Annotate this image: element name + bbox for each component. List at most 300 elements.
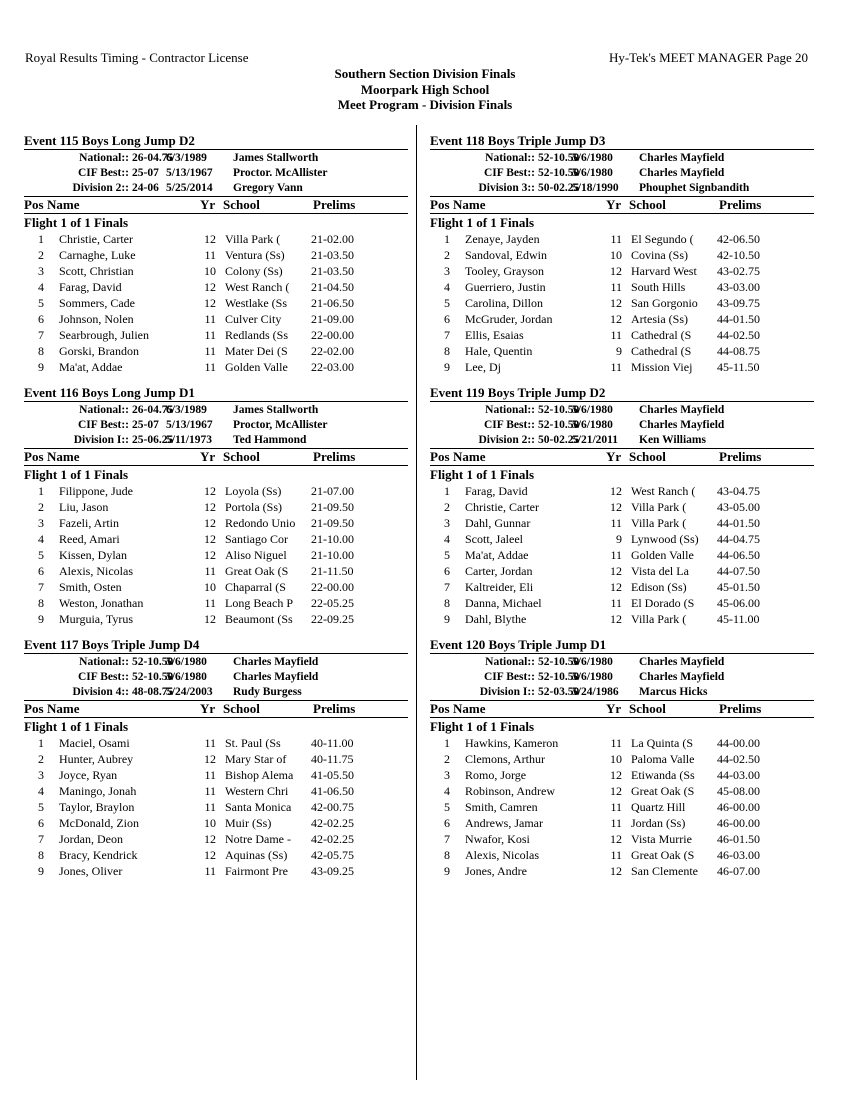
entry-yr: 11: [204, 312, 216, 326]
entry-name: Kissen, Dylan: [59, 548, 127, 562]
entry-pos: 8: [444, 848, 450, 862]
record-date: 5/13/1967: [166, 167, 213, 179]
entry-name: Clemons, Arthur: [465, 752, 545, 766]
header-pos: Pos: [24, 449, 44, 464]
entry-school: Western Chri: [225, 784, 289, 798]
entry-mark: 42-10.50: [717, 248, 760, 262]
entry-row: [24, 311, 408, 327]
event-block: [430, 384, 814, 636]
record-date: 5/6/1980: [572, 656, 613, 668]
entry-yr: 12: [610, 500, 622, 514]
record-row: [430, 670, 814, 685]
entry-yr: 11: [204, 864, 216, 878]
entry-mark: 43-09.75: [717, 296, 760, 310]
entry-mark: 21-06.50: [311, 296, 354, 310]
entry-row: [430, 799, 814, 815]
entry-pos: 3: [38, 516, 44, 530]
entry-row: [24, 847, 408, 863]
record-mark: 52-10.50: [132, 671, 174, 683]
header-bottom-rule: [430, 717, 814, 718]
entry-yr: 11: [610, 848, 622, 862]
entry-school: Aquinas (Ss): [225, 848, 288, 862]
entry-school: Colony (Ss): [225, 264, 283, 278]
entry-row: [24, 579, 408, 595]
entry-school: Jordan (Ss): [631, 816, 686, 830]
record-mark: 52-03.50: [538, 686, 580, 698]
entry-school: Etiwanda (Ss: [631, 768, 695, 782]
record-mark: 52-10.50: [538, 671, 580, 683]
header-prelims: Prelims: [719, 701, 762, 716]
header-name: Name: [47, 701, 80, 716]
entry-mark: 43-03.00: [717, 280, 760, 294]
entry-name: Johnson, Nolen: [59, 312, 134, 326]
entry-name: Liu, Jason: [59, 500, 109, 514]
entry-name: Romo, Jorge: [465, 768, 527, 782]
table-header: [24, 449, 408, 465]
entry-school: Chaparral (S: [225, 580, 286, 594]
record-label: CIF Best::: [484, 419, 535, 431]
entry-yr: 10: [204, 816, 216, 830]
event-title: Event 120 Boys Triple Jump D1: [430, 637, 607, 652]
entry-row: [430, 751, 814, 767]
entry-name: Fazeli, Artin: [59, 516, 119, 530]
record-label: National::: [79, 152, 129, 164]
event-title: Event 117 Boys Triple Jump D4: [24, 637, 200, 652]
entry-name: Searbrough, Julien: [59, 328, 149, 342]
entry-row: [24, 815, 408, 831]
entry-name: Farag, David: [59, 280, 122, 294]
entry-yr: 12: [204, 280, 216, 294]
entry-pos: 5: [444, 296, 450, 310]
entry-row: [430, 847, 814, 863]
entry-row: [430, 531, 814, 547]
entry-name: Lee, Dj: [465, 360, 501, 374]
entry-pos: 3: [38, 768, 44, 782]
record-row: [430, 403, 814, 418]
entry-yr: 12: [610, 784, 622, 798]
record-holder: Rudy Burgess: [233, 686, 302, 698]
flight-label: Flight 1 of 1 Finals: [430, 719, 535, 734]
header-yr: Yr: [200, 449, 216, 464]
record-mark: 25-07: [132, 419, 159, 431]
entry-mark: 44-01.50: [717, 516, 760, 530]
entry-pos: 4: [38, 784, 44, 798]
header-pos: Pos: [430, 701, 450, 716]
entry-yr: 11: [204, 328, 216, 342]
entry-school: Culver City: [225, 312, 282, 326]
entry-row: [430, 515, 814, 531]
table-header: [430, 701, 814, 717]
header-prelims: Prelims: [719, 449, 762, 464]
entry-school: Edison (Ss): [631, 580, 687, 594]
entry-mark: 45-01.50: [717, 580, 760, 594]
flight-label: Flight 1 of 1 Finals: [24, 719, 129, 734]
entry-school: Ventura (Ss): [225, 248, 285, 262]
record-holder: Ken Williams: [639, 434, 706, 446]
record-row: [24, 685, 408, 700]
entry-school: Villa Park (: [631, 612, 687, 626]
entry-row: [430, 767, 814, 783]
entry-row: [430, 863, 814, 879]
record-date: 5/21/2011: [572, 434, 619, 446]
record-holder: Charles Mayfield: [233, 656, 319, 668]
record-row: [24, 151, 408, 166]
entry-school: Loyola (Ss): [225, 484, 282, 498]
header-pos: Pos: [24, 701, 44, 716]
entry-mark: 21-11.50: [311, 564, 354, 578]
entry-name: Sandoval, Edwin: [465, 248, 547, 262]
entry-name: Maciel, Osami: [59, 736, 130, 750]
entry-pos: 2: [38, 500, 44, 514]
entry-row: [24, 831, 408, 847]
header-yr: Yr: [606, 701, 622, 716]
record-mark: 50-02.25: [538, 182, 580, 194]
record-label: National::: [485, 656, 535, 668]
entry-yr: 12: [610, 580, 622, 594]
entry-school: St. Paul (Ss: [225, 736, 281, 750]
entry-pos: 5: [444, 800, 450, 814]
record-holder: James Stallworth: [233, 404, 319, 416]
record-date: 5/13/1967: [166, 419, 213, 431]
entry-mark: 43-02.75: [717, 264, 760, 278]
entry-name: Christie, Carter: [59, 232, 133, 246]
entry-pos: 7: [38, 580, 44, 594]
entry-pos: 4: [38, 280, 44, 294]
entry-name: Robinson, Andrew: [465, 784, 555, 798]
entry-name: Jones, Oliver: [59, 864, 123, 878]
record-label: Division 4::: [72, 686, 129, 698]
record-label: CIF Best::: [484, 671, 535, 683]
meet-title-line: Meet Program - Division Finals: [337, 97, 513, 112]
entry-mark: 44-08.75: [717, 344, 760, 358]
record-row: [430, 151, 814, 166]
left-column: [24, 132, 408, 888]
entry-mark: 44-03.00: [717, 768, 760, 782]
header-bottom-rule: [24, 213, 408, 214]
event-title: Event 115 Boys Long Jump D2: [24, 133, 195, 148]
entry-mark: 44-04.75: [717, 532, 760, 546]
entry-school: Mission Viej: [631, 360, 693, 374]
entry-yr: 12: [204, 532, 216, 546]
header-bottom-rule: [24, 465, 408, 466]
entry-mark: 21-10.00: [311, 548, 354, 562]
entry-pos: 7: [444, 580, 450, 594]
record-mark: 52-10.50: [538, 167, 580, 179]
event-title-rule: [24, 401, 408, 402]
record-mark: 52-10.50: [538, 404, 580, 416]
record-label: CIF Best::: [78, 167, 129, 179]
entry-mark: 43-04.75: [717, 484, 760, 498]
entry-school: Muir (Ss): [225, 816, 272, 830]
entry-yr: 12: [610, 768, 622, 782]
event-block: [430, 132, 814, 384]
entry-yr: 10: [204, 264, 216, 278]
entry-pos: 3: [444, 264, 450, 278]
entry-name: Dahl, Blythe: [465, 612, 527, 626]
entry-school: Great Oak (S: [225, 564, 289, 578]
entry-pos: 1: [444, 232, 450, 246]
entry-name: Filippone, Jude: [59, 484, 133, 498]
entry-mark: 44-02.50: [717, 328, 760, 342]
record-date: 5/24/1986: [572, 686, 619, 698]
records-block: [430, 403, 814, 448]
header-pos: Pos: [430, 197, 450, 212]
entry-mark: 22-09.25: [311, 612, 354, 626]
entry-row: [430, 311, 814, 327]
entry-yr: 12: [610, 484, 622, 498]
record-row: [430, 418, 814, 433]
entry-school: Great Oak (S: [631, 784, 695, 798]
entry-name: Ellis, Esaias: [465, 328, 524, 342]
entry-school: Aliso Niguel: [225, 548, 287, 562]
entry-pos: 3: [444, 768, 450, 782]
entry-school: Villa Park (: [225, 232, 281, 246]
entry-mark: 46-07.00: [717, 864, 760, 878]
entry-name: Carnaghe, Luke: [59, 248, 136, 262]
entry-row: [430, 579, 814, 595]
entry-school: Villa Park (: [631, 516, 687, 530]
entry-pos: 7: [444, 328, 450, 342]
entry-school: Santiago Cor: [225, 532, 288, 546]
record-label: CIF Best::: [484, 167, 535, 179]
records-block: [24, 403, 408, 448]
entry-mark: 22-02.00: [311, 344, 354, 358]
entry-row: [24, 611, 408, 627]
entry-name: Maningo, Jonah: [59, 784, 137, 798]
entry-row: [24, 595, 408, 611]
entry-yr: 12: [610, 864, 622, 878]
entry-school: El Dorado (S: [631, 596, 695, 610]
table-header: [24, 701, 408, 717]
entry-row: [24, 783, 408, 799]
entry-school: Redondo Unio: [225, 516, 296, 530]
record-mark: 25-07: [132, 167, 159, 179]
table-header: [430, 197, 814, 213]
entry-row: [24, 547, 408, 563]
record-mark: 52-10.50: [538, 152, 580, 164]
entry-pos: 1: [38, 736, 44, 750]
entry-name: Christie, Carter: [465, 500, 539, 514]
entry-mark: 42-05.75: [311, 848, 354, 862]
entry-name: Zenaye, Jayden: [465, 232, 540, 246]
entry-mark: 44-01.50: [717, 312, 760, 326]
flight-label: Flight 1 of 1 Finals: [430, 467, 535, 482]
header-yr: Yr: [606, 449, 622, 464]
header-school: School: [629, 701, 666, 716]
entry-yr: 12: [204, 848, 216, 862]
entry-school: Paloma Valle: [631, 752, 695, 766]
entry-mark: 22-00.00: [311, 580, 354, 594]
header-yr: Yr: [200, 197, 216, 212]
entry-mark: 44-00.00: [717, 736, 760, 750]
entry-yr: 11: [204, 768, 216, 782]
entry-yr: 12: [610, 612, 622, 626]
entry-yr: 12: [204, 832, 216, 846]
event-title: Event 119 Boys Triple Jump D2: [430, 385, 606, 400]
entry-name: Gorski, Brandon: [59, 344, 139, 358]
record-row: [24, 418, 408, 433]
header-school: School: [629, 197, 666, 212]
record-mark: 48-08.75: [132, 686, 174, 698]
entry-school: El Segundo (: [631, 232, 694, 246]
entry-name: Carter, Jordan: [465, 564, 533, 578]
entry-school: Redlands (Ss: [225, 328, 288, 342]
entry-yr: 11: [610, 232, 622, 246]
entry-name: McGruder, Jordan: [465, 312, 553, 326]
entry-row: [430, 783, 814, 799]
entry-pos: 6: [38, 564, 44, 578]
entry-name: Hawkins, Kameron: [465, 736, 559, 750]
record-label: Division 2::: [72, 182, 129, 194]
event-title-rule: [430, 653, 814, 654]
entry-school: Long Beach P: [225, 596, 293, 610]
entry-school: South Hills: [631, 280, 686, 294]
entry-yr: 11: [610, 360, 622, 374]
entry-row: [24, 295, 408, 311]
entry-school: Vista Murrie: [631, 832, 692, 846]
record-holder: Marcus Hicks: [639, 686, 708, 698]
entry-row: [430, 563, 814, 579]
header-school: School: [223, 701, 260, 716]
header-prelims: Prelims: [313, 197, 356, 212]
entry-yr: 11: [610, 800, 622, 814]
entry-row: [24, 327, 408, 343]
column-divider: [416, 125, 417, 1080]
entry-school: Portola (Ss): [225, 500, 282, 514]
record-date: 5/25/2014: [166, 182, 213, 194]
entry-yr: 12: [610, 564, 622, 578]
entry-name: Kaltreider, Eli: [465, 580, 534, 594]
entry-school: Cathedral (S: [631, 344, 692, 358]
entry-yr: 12: [204, 516, 216, 530]
entry-pos: 7: [38, 832, 44, 846]
entry-yr: 11: [204, 736, 216, 750]
entry-pos: 2: [38, 248, 44, 262]
entry-mark: 41-06.50: [311, 784, 354, 798]
entry-pos: 8: [444, 596, 450, 610]
entry-mark: 46-03.00: [717, 848, 760, 862]
record-mark: 52-10.50: [132, 656, 174, 668]
entry-pos: 1: [444, 736, 450, 750]
record-holder: Charles Mayfield: [639, 404, 725, 416]
record-date: 5/6/1980: [572, 167, 613, 179]
entry-yr: 10: [610, 248, 622, 262]
record-mark: 26-04.75: [132, 404, 174, 416]
entry-mark: 44-07.50: [717, 564, 760, 578]
record-holder: Charles Mayfield: [639, 419, 725, 431]
entry-yr: 11: [610, 516, 622, 530]
records-block: [24, 655, 408, 700]
entry-school: Villa Park (: [631, 500, 687, 514]
entry-pos: 2: [444, 248, 450, 262]
entry-name: Hunter, Aubrey: [59, 752, 134, 766]
entry-row: [24, 799, 408, 815]
record-label: National::: [79, 656, 129, 668]
record-date: 6/3/1989: [166, 404, 207, 416]
entry-name: Alexis, Nicolas: [59, 564, 133, 578]
entry-pos: 8: [38, 344, 44, 358]
entry-yr: 12: [610, 264, 622, 278]
record-mark: 26-04.75: [132, 152, 174, 164]
entry-row: [430, 483, 814, 499]
flight-label: Flight 1 of 1 Finals: [24, 215, 129, 230]
entry-pos: 9: [444, 612, 450, 626]
entry-pos: 5: [38, 548, 44, 562]
entry-pos: 4: [444, 784, 450, 798]
entry-row: [430, 343, 814, 359]
entry-row: [24, 499, 408, 515]
header-school: School: [629, 449, 666, 464]
entry-pos: 8: [38, 848, 44, 862]
entry-yr: 12: [204, 484, 216, 498]
record-label: Division 3::: [478, 182, 535, 194]
entry-name: Andrews, Jamar: [465, 816, 543, 830]
entry-mark: 46-01.50: [717, 832, 760, 846]
license-text: Royal Results Timing - Contractor License: [25, 50, 249, 65]
entry-mark: 21-10.00: [311, 532, 354, 546]
entry-name: Nwafor, Kosi: [465, 832, 530, 846]
entry-mark: 46-00.00: [717, 800, 760, 814]
entry-mark: 21-09.50: [311, 500, 354, 514]
table-header: [430, 449, 814, 465]
entry-row: [24, 515, 408, 531]
record-label: Division I::: [479, 686, 535, 698]
record-row: [430, 181, 814, 196]
entry-school: Artesia (Ss): [631, 312, 688, 326]
entry-row: [430, 295, 814, 311]
entry-pos: 6: [444, 564, 450, 578]
record-row: [24, 181, 408, 196]
entry-yr: 10: [204, 580, 216, 594]
entry-mark: 45-11.50: [717, 360, 760, 374]
entry-yr: 11: [204, 248, 216, 262]
entry-school: San Clemente: [631, 864, 698, 878]
record-row: [24, 403, 408, 418]
meet-title-line: Moorpark High School: [360, 81, 490, 97]
record-date: 5/18/1990: [572, 182, 619, 194]
record-mark: 52-10.50: [538, 419, 580, 431]
event-block: [24, 636, 408, 888]
records-block: [430, 655, 814, 700]
entry-mark: 42-02.25: [311, 832, 354, 846]
record-label: National::: [79, 404, 129, 416]
entry-name: Alexis, Nicolas: [465, 848, 539, 862]
entry-yr: 9: [616, 344, 622, 358]
entry-yr: 11: [610, 548, 622, 562]
flight-label: Flight 1 of 1 Finals: [430, 215, 535, 230]
record-date: 5/6/1980: [572, 671, 613, 683]
entry-row: [24, 247, 408, 263]
entry-pos: 6: [38, 816, 44, 830]
record-label: Division 2::: [478, 434, 535, 446]
entry-mark: 42-00.75: [311, 800, 354, 814]
entry-mark: 40-11.00: [311, 736, 354, 750]
header-name: Name: [47, 197, 80, 212]
entry-mark: 21-03.50: [311, 264, 354, 278]
event-block: [24, 384, 408, 636]
entry-pos: 1: [38, 232, 44, 246]
header-bottom-rule: [24, 717, 408, 718]
entry-pos: 7: [444, 832, 450, 846]
entry-pos: 7: [38, 328, 44, 342]
entry-row: [24, 767, 408, 783]
entry-school: Golden Valle: [225, 360, 288, 374]
entry-row: [430, 831, 814, 847]
entry-name: Tooley, Grayson: [465, 264, 545, 278]
entry-mark: 43-05.00: [717, 500, 760, 514]
entry-yr: 11: [610, 280, 622, 294]
record-row: [430, 655, 814, 670]
